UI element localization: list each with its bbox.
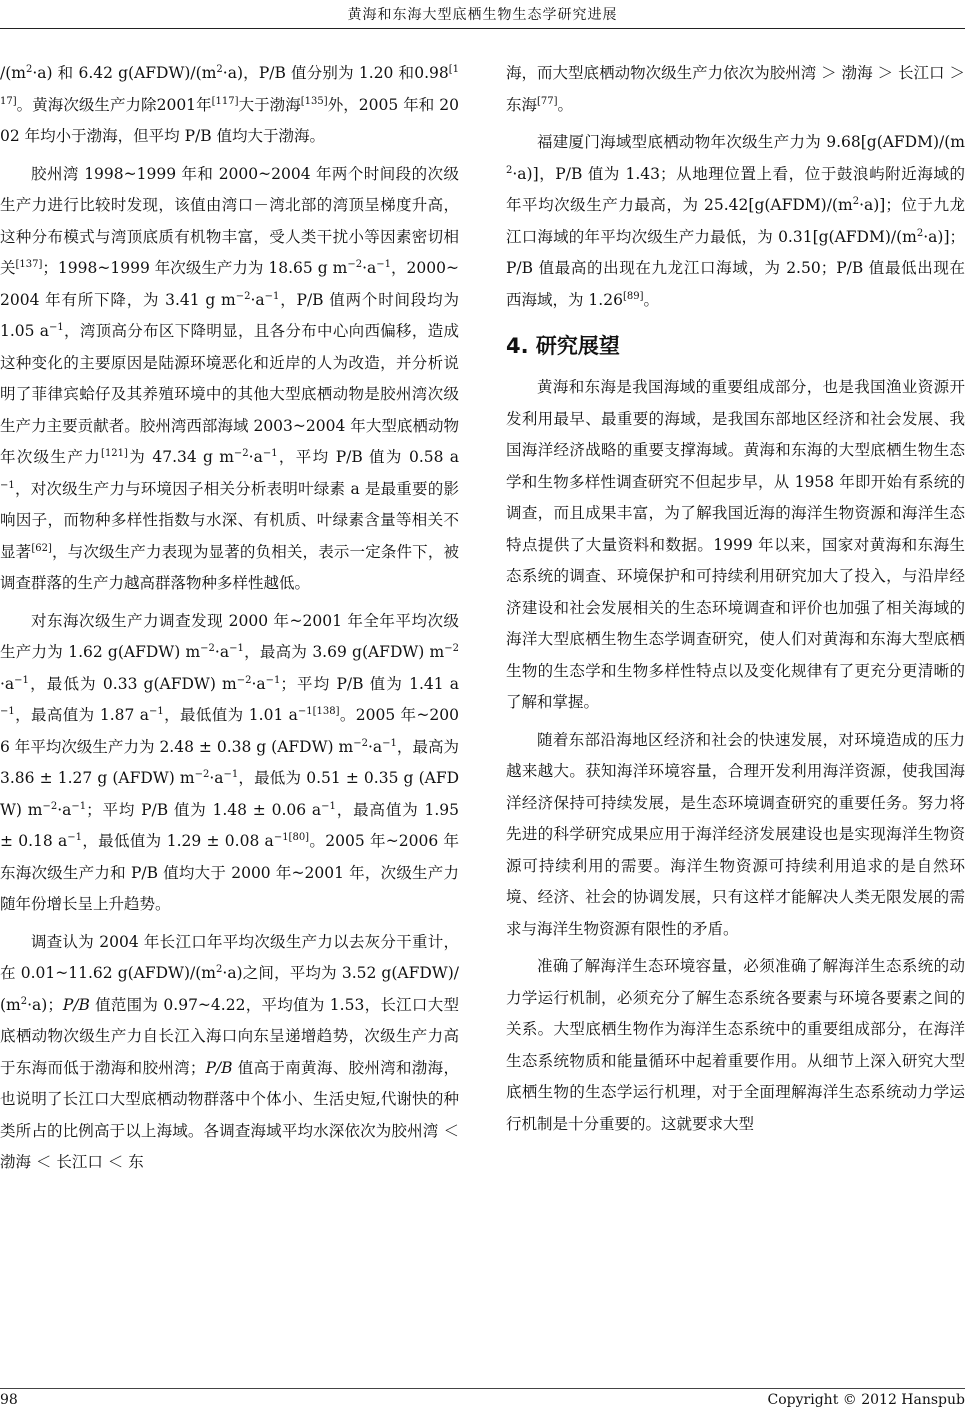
superscript: −1[80] bbox=[273, 832, 310, 843]
paragraph bbox=[506, 127, 965, 316]
paragraph bbox=[0, 159, 459, 600]
text-run: ·a)，P/B 值分别为 1.20 和0.98 bbox=[222, 64, 449, 82]
superscript: −1 bbox=[14, 674, 29, 686]
superscript: −1 bbox=[262, 448, 278, 459]
text-run: ，最高值为 1.95 ± 0.18 a bbox=[0, 800, 459, 850]
text-run: 。 bbox=[643, 290, 659, 309]
paragraph bbox=[506, 372, 965, 719]
superscript: −1 bbox=[67, 832, 83, 843]
paragraph bbox=[0, 606, 459, 921]
text-run: 值高于南黄海、胶州湾和渤海，也说明了长江口大型底栖动物群落中个体小、生活史短,代谢快的种类所占的比例高于以上海域。各调查海域平均水深依次为胶州湾 ＜ 渤海 ＜ 长江口 ＜ 东 bbox=[0, 1058, 459, 1171]
superscript: −2 bbox=[200, 643, 215, 654]
text-run: /(m bbox=[0, 64, 26, 82]
text-run: ；1998~1999 年次级生产力为 18.65 g m bbox=[42, 259, 348, 277]
text-run: ·a)]；P/B 值最高的出现在九龙江口海域，为 2.50；P/B 值最低出现在西海域，为 1.26 bbox=[506, 227, 965, 309]
left-column bbox=[0, 58, 459, 1185]
text-run: 值范围为 0.97~4.22，平均值为 1.53，长江口大型底栖动物次级生产力自长江入海口向东呈递增趋势，次级生产力高于东海而低于渤海和胶州湾； bbox=[0, 995, 459, 1077]
text-run: ·a)； bbox=[27, 995, 63, 1014]
text-run: ，P/B 值两个时间段均为 1.05 a bbox=[0, 290, 459, 340]
superscript: −1 bbox=[71, 800, 87, 812]
superscript: −1 bbox=[0, 479, 15, 491]
copyright-notice: Copyright © 2012 Hanspub bbox=[767, 1392, 965, 1408]
text-run: ，最低值为 1.29 ± 0.08 a bbox=[82, 832, 274, 850]
text-run: ，最低为 0.51 ± 0.35 g (AFDW) m bbox=[0, 769, 459, 819]
superscript: −2 bbox=[235, 290, 251, 302]
text-run: 为 47.34 g m bbox=[127, 448, 234, 466]
text-run: ·a)]，P/B 值为 1.43；从地理位置上看，位于鼓浪屿附近海域的年平均次级生产力最高，为 25.42[g(AFDM)/(m bbox=[506, 164, 965, 214]
text-run: 。黄海次级生产力除2001年 bbox=[16, 95, 212, 114]
paragraph bbox=[506, 951, 965, 1140]
text-run: ·a bbox=[362, 259, 377, 277]
text-run: 。2005 年~2006 年平均次级生产力为 2.48 ± 0.38 g (AFDW) m bbox=[0, 706, 459, 756]
text-run: ·a bbox=[0, 674, 15, 693]
text-run: ·a bbox=[251, 674, 266, 693]
paragraph bbox=[506, 725, 965, 946]
superscript: [121] bbox=[101, 448, 128, 459]
superscript: −1 bbox=[321, 800, 336, 812]
text-run: 黄海和东海是我国海域的重要组成部分，也是我国渔业资源开发利用最早、最重要的海域，是我国东部地区经济和社会发展、我国海洋经济战略的重要支撑海域。黄海和东海的大型底栖生物生态学和生物多样性调查研究不但起步早，从 1958 年即开始有系统的调查，而且成果丰富，为了解我国近海的海洋生物资源和海洋生态特点提供了大量资料和数据。1999 年以来，国家对黄海和东海生态系统的调查、环境保护和可持续利用研究加大了投入，与沿岸经济建设和社会发展相关的生态环境调查和评价也加强了相关海域的海洋大型底栖生物生态学调查研究，使人们对黄海和东海大型底栖生物的生态学和生物多样性特点以及变化规律有了更充分更清晰的了解和掌握。 bbox=[506, 378, 965, 711]
text-run: 胶州湾 1998~1999 年和 2000~2004 年两个时间段的次级生产力进行比较时发现，该值由湾口－湾北部的湾顶呈梯度升高，这种分布模式与湾顶底质有机物丰富，受人类干扰小等因素密切相关 bbox=[0, 164, 459, 277]
text-run: ，对次级生产力与环境因子相关分析表明叶绿素 a 是最重要的影响因子，而物种多样性指数与水深、有机质、叶绿素含量等相关不显著 bbox=[0, 479, 459, 561]
text-run: ，最高为 3.86 ± 1.27 g (AFDW) m bbox=[0, 737, 459, 787]
footer-rule bbox=[0, 1388, 965, 1389]
text-run: ·a)]；位于九龙江口海域的年平均次级生产力最低，为 0.31[g(AFDM)/(m bbox=[506, 196, 965, 246]
superscript: 2 bbox=[20, 995, 28, 1007]
superscript: −2 bbox=[42, 800, 58, 812]
superscript: −1[138] bbox=[297, 706, 340, 717]
text-run: ·a bbox=[214, 643, 230, 661]
superscript: [89] bbox=[622, 290, 644, 302]
text-run: 随着东部沿海地区经济和社会的快速发展，对环境造成的压力越来越大。获知海洋环境容量，合理开发利用海洋资源，使我国海洋经济保持可持续发展，是生态环境调查研究的重要任务。努力将先进的科学研究成果应用于海洋经济发展建设也是实现海洋生物资源可持续利用的需要。海洋生物资源可持续利用追求的是自然环境、经济、社会的协调发展，只有这样才能解决人类无限发展的需求与海洋生物资源有限性的矛盾。 bbox=[506, 730, 965, 938]
paragraph bbox=[506, 58, 965, 121]
text-run: ·a) 和 6.42 g(AFDW)/(m bbox=[32, 64, 217, 82]
superscript: −1 bbox=[264, 290, 280, 302]
superscript: −1 bbox=[265, 674, 281, 686]
running-title: 黄海和东海大型底栖生物生态学研究进展 bbox=[347, 7, 618, 23]
paragraph bbox=[0, 927, 459, 1179]
superscript: 2 bbox=[216, 64, 223, 75]
text-run: 。2005 年~2006 年东海次级生产力和 P/B 值均大于 2000 年~2001 年，次级生产力随年份增长呈上升趋势。 bbox=[0, 832, 459, 913]
superscript: −2 bbox=[194, 769, 210, 780]
text-run: 大于渤海 bbox=[238, 95, 301, 114]
paragraph bbox=[0, 58, 459, 153]
superscript: −1 bbox=[376, 259, 391, 270]
italic-text: P/B bbox=[205, 1058, 233, 1077]
superscript: [62] bbox=[31, 542, 52, 554]
page-number: 98 bbox=[0, 1392, 18, 1408]
text-run: ·a bbox=[57, 800, 72, 819]
text-run: ；平均 P/B 值为 1.48 ± 0.06 a bbox=[86, 800, 322, 819]
text-run: ，平均 P/B 值为 0.58 a bbox=[277, 448, 459, 466]
superscript: −2 bbox=[236, 674, 252, 686]
superscript: −1 bbox=[0, 706, 15, 717]
text-run: ，最低为 0.33 g(AFDW) m bbox=[28, 674, 237, 693]
superscript: [77] bbox=[537, 95, 558, 107]
superscript: −1 bbox=[382, 737, 397, 749]
text-run: ·a)之间，平均为 3.52 g(AFDW)/(m bbox=[0, 964, 459, 1014]
superscript: −2 bbox=[444, 643, 459, 654]
text-run: 4. 研究展望 bbox=[506, 334, 620, 358]
text-run: ·a bbox=[367, 737, 383, 756]
text-run: ·a bbox=[248, 448, 263, 466]
text-run: 海，而大型底栖动物次级生产力依次为胶州湾 ＞ 渤海 ＞ 长江口 ＞ 东海 bbox=[506, 64, 965, 114]
text-run: ，最高为 3.69 g(AFDW) m bbox=[243, 643, 445, 661]
superscript: [117] bbox=[211, 95, 239, 107]
superscript: 2 bbox=[25, 64, 33, 75]
superscript: 2 bbox=[916, 227, 924, 239]
header-rule bbox=[0, 28, 965, 29]
text-run: ·a bbox=[250, 290, 265, 309]
superscript: [117] bbox=[0, 64, 459, 107]
right-column bbox=[506, 58, 965, 1146]
superscript: −1 bbox=[148, 706, 164, 717]
superscript: −1 bbox=[229, 643, 244, 654]
text-run: ，最高值为 1.87 a bbox=[14, 706, 149, 724]
superscript: 2 bbox=[506, 164, 513, 176]
italic-text: P/B bbox=[62, 995, 90, 1014]
text-run: 调查认为 2004 年长江口年平均次级生产力以去灰分干重计，在 0.01~11.62 g(AFDW)/(m bbox=[0, 932, 459, 982]
superscript: [137] bbox=[15, 259, 43, 270]
text-run: 。 bbox=[557, 95, 574, 114]
text-run: ，与次级生产力表现为显著的负相关，表示一定条件下，被调查群落的生产力越高群落物种多样性越低。 bbox=[0, 542, 459, 592]
text-run: 准确了解海洋生态环境容量，必须准确了解海洋生态系统的动力学运行机制，必须充分了解生态系统各要素与环境各要素之间的关系。大型底栖生物作为海洋生态系统中的重要组成部分，在海洋生态系统物质和能量循环中起着重要作用。从细节上深入研究大型底栖生物的生态学运行机理，对于全面理解海洋生态系统动力学运行机制是十分重要的。这就要求大型 bbox=[506, 957, 965, 1133]
superscript: −2 bbox=[353, 737, 368, 749]
superscript: 2 bbox=[852, 196, 860, 207]
superscript: −1 bbox=[49, 322, 64, 333]
superscript: −2 bbox=[233, 448, 249, 459]
text-run: ·a bbox=[209, 769, 224, 787]
text-run: 对东海次级生产力调查发现 2000 年~2001 年全年平均次级生产力为 1.62 g(AFDW) m bbox=[0, 611, 459, 661]
text-run: 外，2005 年和 2002 年均小于渤海，但平均 P/B 值均大于渤海。 bbox=[0, 95, 459, 145]
text-run: ，2000~2004 年有所下降，为 3.41 g m bbox=[0, 259, 459, 309]
section-heading bbox=[506, 330, 965, 362]
superscript: 2 bbox=[216, 964, 223, 975]
text-run: ，最低值为 1.01 a bbox=[163, 706, 298, 724]
text-run: ，湾顶高分布区下降明显，且各分布中心向西偏移，造成这种变化的主要原因是陆源环境恶化和近岸的人为改造，并分析说明了菲律宾蛤仔及其养殖环境中的其他大型底栖动物是胶州湾次级生产力主要贡献者。胶州湾西部海域 2003~2004 年大型底栖动物年次级生产力 bbox=[0, 322, 459, 466]
text-run: ；平均 P/B 值为 1.41 a bbox=[280, 674, 459, 693]
text-run: 福建厦门海域型底栖动物年次级生产力为 9.68[g(AFDM)/(m bbox=[537, 133, 965, 151]
superscript: −1 bbox=[223, 769, 239, 780]
superscript: −2 bbox=[347, 259, 363, 270]
superscript: [135] bbox=[300, 95, 328, 107]
